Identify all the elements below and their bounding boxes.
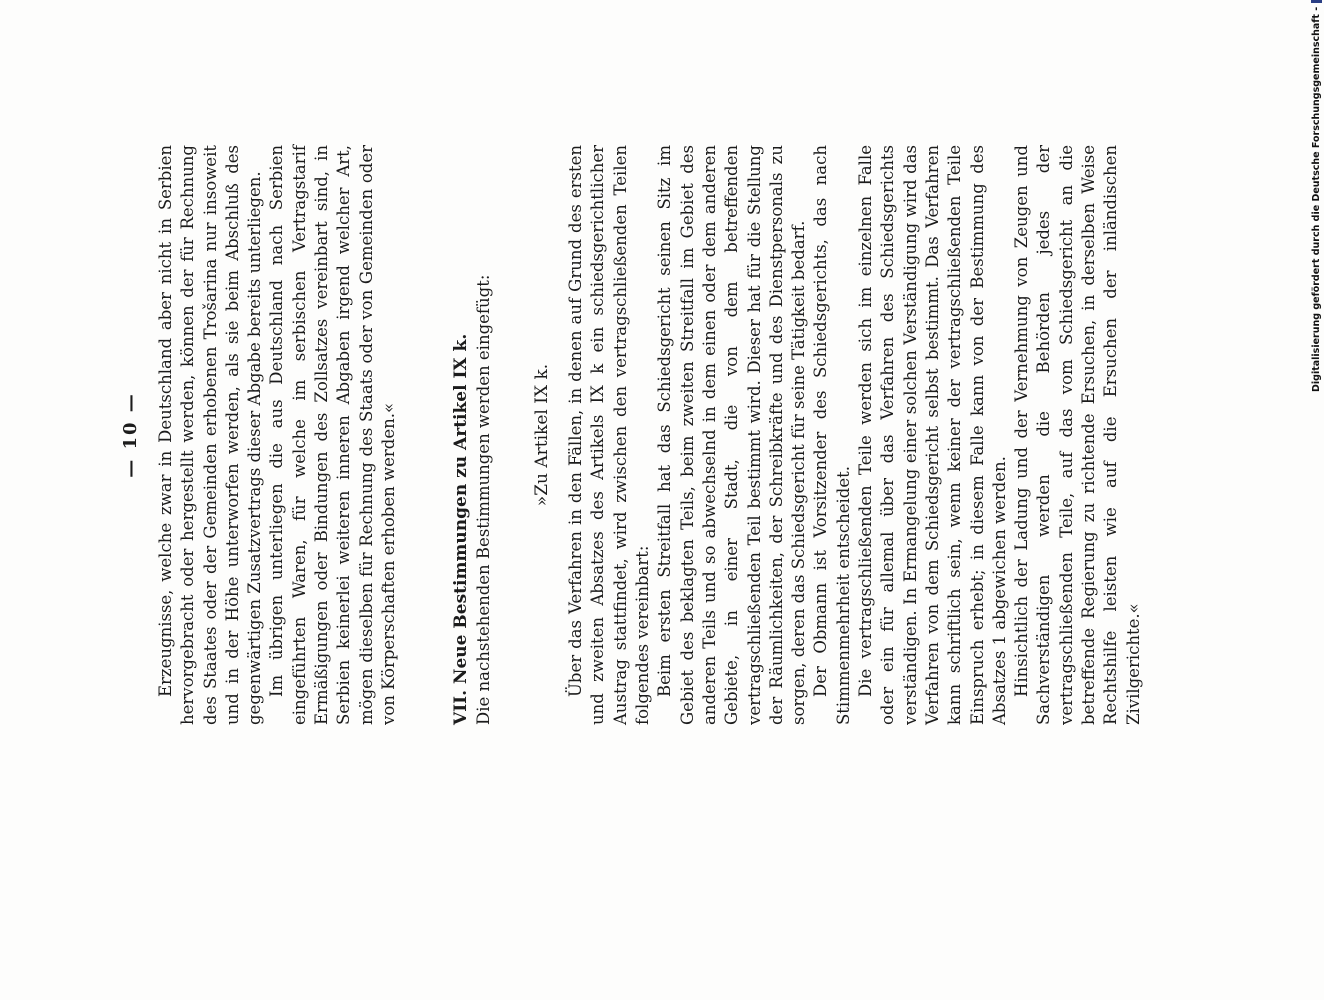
paragraph: Hinsichtlich der Ladung und der Vernehmung von Zeugen und Sachverständigen werden die Behörden jedes der vertragschließenden Teile, auf das vom Schiedsgericht an die betreffende Regierung zu richtende Ersuchen, in derselben Weise Rechtshilfe leisten wie auf die Ersuchen der inländischen Zivilgerichte.« (1012, 145, 1143, 725)
digitization-credit (1307, 2, 1324, 392)
paragraph: Im übrigen unterliegen die aus Deutschland nach Serbien eingeführten Waren, für welche im serbischen Vertragstarif Ermäßigungen oder Bindungen des Zollsatzes vereinbart sind, in Serbien keinerlei weiteren inneren Abgaben irgend welcher Art, mögen dieselben für Rechnung des Staats oder von Gemeinden oder von Körperschaften erhoben werden.« (267, 145, 398, 725)
credit-text: Digitalisierung gefördert durch die Deutsche Forschungsgemeinschaft - (1310, 6, 1322, 392)
paragraph: Erzeugnisse, welche zwar in Deutschland aber nicht in Serbien hervorgebracht oder hergestellt werden, können der für Rechnung des Staates oder der Gemeinden erhobenen Trošarina nur insoweit und in der Höhe unterworfen werden, als sie beim Abschluß des gegenwärtigen Zusatzvertrags dieser Abgabe bereits unterliegen. (156, 145, 265, 725)
dfg-logo (1311, 0, 1322, 3)
paragraph: Beim ersten Streitfall hat das Schiedsgericht seinen Sitz im Gebiet des beklagten Teils, beim zweiten Streitfall im Gebiet des anderen Teils und so abwechselnd in dem einen oder dem anderen Gebiete, in einer Stadt, die von dem betreffenden vertragschließenden Teil bestimmt wird. Dieser hat für die Stellung der Räumlichkeiten, der Schreibkräfte und des Dienstpersonals zu sorgen, deren das Schiedsgericht für seine Tätigkeit bedarf. (655, 145, 809, 725)
page-number: — 10 — (120, 392, 141, 478)
section-heading: VII. Neue Bestimmungen zu Artikel IX k. (451, 333, 472, 725)
paragraph: Der Obmann ist Vorsitzender des Schiedsgerichts, das nach Stimmenmehrheit entscheidet. (811, 145, 853, 725)
page-content (120, 145, 1205, 725)
paragraph: Die nachstehenden Bestimmungen werden eingefügt: (473, 274, 493, 725)
article-heading: »Zu Artikel IX k. (531, 363, 552, 507)
body-text (155, 145, 1145, 725)
paragraph: Die vertragschließenden Teile werden sich im einzelnen Falle oder ein für allemal über das Verfahren des Schiedsgerichts verständigen. In Ermangelung einer solchen Verständigung wird das Verfahren von dem Schiedsgericht selbst bestimmt. Das Verfahren kann schriftlich sein, wenn keiner der vertragschließenden Teile Einspruch erhebt; in diesem Falle kann von der Bestimmung des Absatzes 1 abgewichen werden. (856, 145, 1009, 725)
paragraph: Über das Verfahren in den Fällen, in denen auf Grund des ersten und zweiten Absatzes des Artikels IX k ein schiedsgerichtlicher Austrag stattfindet, wird zwischen den vertragschließenden Teilen folgendes vereinbart: (566, 145, 653, 725)
